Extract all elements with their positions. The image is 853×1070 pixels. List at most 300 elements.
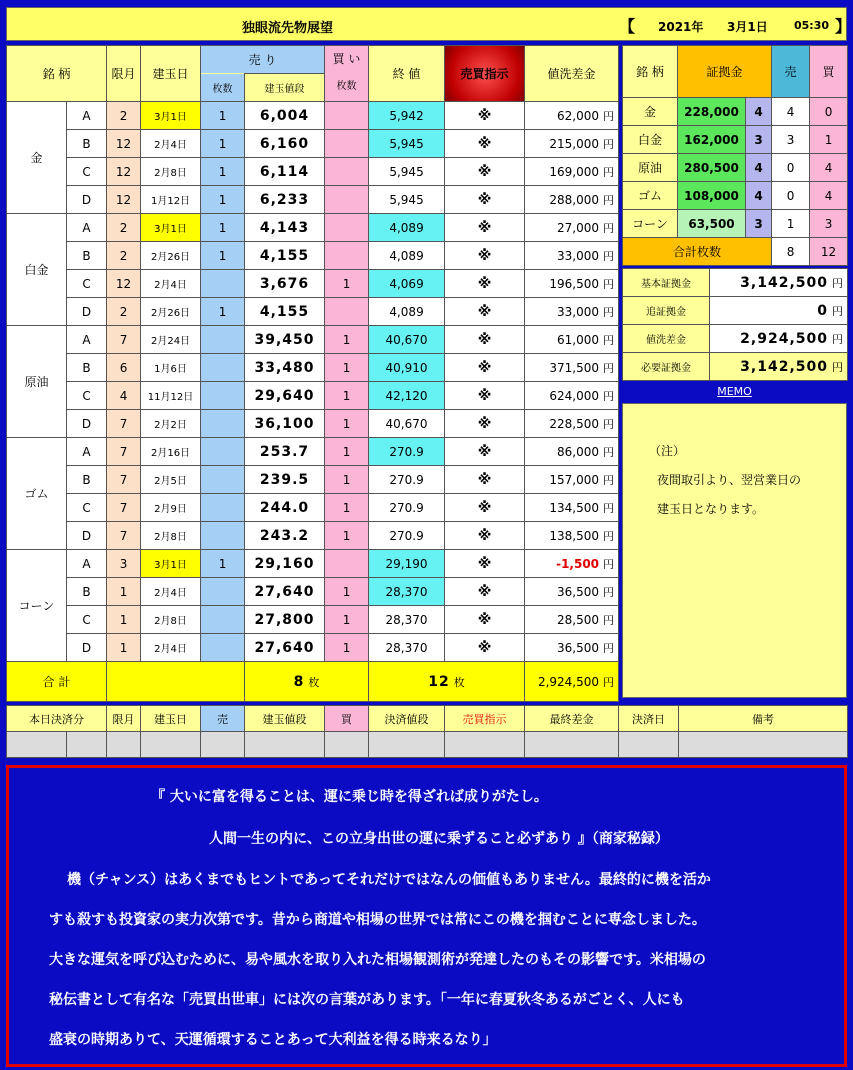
position-row <box>7 102 619 130</box>
margin-total-row <box>623 238 848 266</box>
open-date: 2月16日 <box>141 438 201 466</box>
margin-header-shokokin: 証拠金 <box>678 46 772 98</box>
total-spacer <box>107 662 245 702</box>
open-date: 2月9日 <box>141 494 201 522</box>
total-row <box>7 662 619 702</box>
settle-cell[interactable] <box>201 732 245 758</box>
sell-count <box>201 578 245 606</box>
summary-value: 0 <box>817 302 828 319</box>
settle-header-kessai-nedan: 決済値段 <box>369 706 445 732</box>
mark-to-market-cell <box>525 158 619 186</box>
settle-cell[interactable] <box>369 732 445 758</box>
open-price: 4,155 <box>245 242 325 270</box>
settle-header-gengetsu: 限月 <box>107 706 141 732</box>
close-price: 270.9 <box>369 438 445 466</box>
summary-row <box>623 353 848 381</box>
open-price: 29,640 <box>245 382 325 410</box>
margin-sell: 4 <box>772 98 810 126</box>
sell-count <box>201 410 245 438</box>
margin-sell: 0 <box>772 154 810 182</box>
contract-month: 3 <box>107 550 141 578</box>
contract-month: 1 <box>107 634 141 662</box>
yen-unit: 円 <box>603 333 615 347</box>
margin-count: 3 <box>746 210 772 238</box>
contract-month: 1 <box>107 606 141 634</box>
margin-count: 4 <box>746 98 772 126</box>
buy-count: 1 <box>325 494 369 522</box>
trade-signal: ※ <box>445 550 525 578</box>
mark-to-market: 169,000 <box>549 164 600 179</box>
contract-month: 2 <box>107 242 141 270</box>
margin-buy: 0 <box>810 98 848 126</box>
mark-to-market-cell <box>525 130 619 158</box>
summary-value-cell <box>710 325 848 353</box>
header-kai: 買 い <box>332 52 361 66</box>
open-date: 1月6日 <box>141 354 201 382</box>
close-price: 5,945 <box>369 130 445 158</box>
margin-total-buy: 12 <box>810 238 848 266</box>
open-price: 36,100 <box>245 410 325 438</box>
summary-label: 必要証拠金 <box>623 353 710 381</box>
trade-signal: ※ <box>445 354 525 382</box>
sub-code: B <box>67 466 107 494</box>
sub-code: C <box>67 382 107 410</box>
open-price: 4,155 <box>245 298 325 326</box>
trade-signal: ※ <box>445 578 525 606</box>
margin-header-uri: 売 <box>772 46 810 98</box>
margin-buy: 3 <box>810 210 848 238</box>
total-diff-cell <box>525 662 619 702</box>
buy-count <box>325 298 369 326</box>
total-diff: 2,924,500 <box>537 674 600 689</box>
position-row <box>7 578 619 606</box>
open-price: 6,160 <box>245 130 325 158</box>
close-price: 28,370 <box>369 606 445 634</box>
sub-code: C <box>67 606 107 634</box>
buy-count: 1 <box>325 606 369 634</box>
position-row <box>7 466 619 494</box>
sub-code: B <box>67 354 107 382</box>
buy-count <box>325 158 369 186</box>
settlement-table <box>6 705 848 758</box>
sell-count <box>201 438 245 466</box>
open-price: 29,160 <box>245 550 325 578</box>
close-price: 40,670 <box>369 326 445 354</box>
header-meigara: 銘 柄 <box>7 46 107 102</box>
margin-buy: 4 <box>810 154 848 182</box>
commodity-name: 金 <box>7 102 67 214</box>
settle-cell[interactable] <box>67 732 107 758</box>
yen-unit: 円 <box>603 277 615 291</box>
date-time: 05:30 <box>794 19 830 32</box>
contract-month: 2 <box>107 298 141 326</box>
mark-to-market: 196,500 <box>549 276 600 291</box>
settle-header-biko: 備考 <box>679 706 848 732</box>
total-buy-unit: 枚 <box>453 675 465 689</box>
mark-to-market-cell <box>525 102 619 130</box>
mark-to-market-cell <box>525 634 619 662</box>
position-row <box>7 382 619 410</box>
total-buy-count: 12 <box>428 673 450 690</box>
margin-sell: 3 <box>772 126 810 154</box>
header-neara: 値洗差金 <box>525 46 619 102</box>
position-row <box>7 494 619 522</box>
open-date: 2月4日 <box>141 270 201 298</box>
sell-count: 1 <box>201 158 245 186</box>
buy-count <box>325 214 369 242</box>
mark-to-market-cell <box>525 354 619 382</box>
contract-month: 7 <box>107 410 141 438</box>
mark-to-market: 288,000 <box>549 192 600 207</box>
mark-to-market: 157,000 <box>549 472 600 487</box>
mark-to-market-cell <box>525 410 619 438</box>
open-date: 2月26日 <box>141 242 201 270</box>
total-yen: 円 <box>603 675 615 689</box>
summary-value: 2,924,500 <box>740 330 828 347</box>
mark-to-market: 138,500 <box>549 528 600 543</box>
trade-signal: ※ <box>445 466 525 494</box>
commodity-name: 原油 <box>7 326 67 438</box>
margin-row <box>623 154 848 182</box>
settle-header-tate-nedan: 建玉値段 <box>245 706 325 732</box>
sub-code: D <box>67 522 107 550</box>
quote-line-6: 秘伝書として有名な「売買出世車」には次の言葉があります。「一年に春夏秋冬あるがごとく、人にも <box>49 992 685 1008</box>
mark-to-market: 215,000 <box>549 136 600 151</box>
date-close-bracket: 】 <box>835 17 852 36</box>
memo-link[interactable]: MEMO <box>717 385 752 398</box>
buy-count: 1 <box>325 326 369 354</box>
yen-unit: 円 <box>603 193 615 207</box>
mark-to-market: 624,000 <box>549 388 600 403</box>
yen-unit: 円 <box>603 417 615 431</box>
open-date: 2月24日 <box>141 326 201 354</box>
yen-unit: 円 <box>603 445 615 459</box>
margin-row <box>623 210 848 238</box>
trade-signal: ※ <box>445 382 525 410</box>
position-row <box>7 634 619 662</box>
contract-month: 2 <box>107 214 141 242</box>
margin-name: ゴム <box>623 182 678 210</box>
close-price: 270.9 <box>369 522 445 550</box>
buy-count: 1 <box>325 466 369 494</box>
contract-month: 12 <box>107 186 141 214</box>
settle-cell[interactable] <box>245 732 325 758</box>
yen-unit: 円 <box>603 305 615 319</box>
close-price: 4,089 <box>369 214 445 242</box>
settle-header-today: 本日決済分 <box>7 706 107 732</box>
mark-to-market: 86,000 <box>557 444 600 459</box>
settle-cell[interactable] <box>141 732 201 758</box>
mark-to-market-cell <box>525 438 619 466</box>
sub-code: A <box>67 550 107 578</box>
total-sell-unit: 枚 <box>308 675 320 689</box>
sell-count: 1 <box>201 102 245 130</box>
mark-to-market-cell <box>525 382 619 410</box>
margin-row <box>623 98 848 126</box>
sell-count: 1 <box>201 186 245 214</box>
buy-count: 1 <box>325 522 369 550</box>
contract-month: 4 <box>107 382 141 410</box>
open-price: 33,480 <box>245 354 325 382</box>
open-date: 1月12日 <box>141 186 201 214</box>
close-price: 5,942 <box>369 102 445 130</box>
quote-line-2: 人間一生の内に、この立身出世の運に乗ずること必ずあり 』（商家秘録） <box>209 831 669 847</box>
trade-signal: ※ <box>445 186 525 214</box>
commodity-name: ゴム <box>7 438 67 550</box>
settle-header-kai: 買 <box>325 706 369 732</box>
settle-cell[interactable] <box>107 732 141 758</box>
sell-count <box>201 354 245 382</box>
trade-signal: ※ <box>445 130 525 158</box>
open-date: 2月4日 <box>141 130 201 158</box>
close-price: 28,370 <box>369 578 445 606</box>
position-row <box>7 298 619 326</box>
trade-signal: ※ <box>445 270 525 298</box>
position-row <box>7 158 619 186</box>
margin-name: 白金 <box>623 126 678 154</box>
mark-to-market: 134,500 <box>549 500 600 515</box>
total-label: 合 計 <box>7 662 107 702</box>
buy-count <box>325 550 369 578</box>
header-row-1 <box>7 46 619 74</box>
buy-count <box>325 186 369 214</box>
open-price: 27,800 <box>245 606 325 634</box>
position-row <box>7 186 619 214</box>
title-bar <box>6 7 852 41</box>
buy-count: 1 <box>325 382 369 410</box>
buy-count: 1 <box>325 578 369 606</box>
close-price: 4,089 <box>369 242 445 270</box>
summary-label: 追証拠金 <box>623 297 710 325</box>
margin-header-kai: 買 <box>810 46 848 98</box>
open-price: 27,640 <box>245 578 325 606</box>
summary-yen: 円 <box>832 304 843 318</box>
mark-to-market-cell <box>525 494 619 522</box>
open-price: 239.5 <box>245 466 325 494</box>
mark-to-market: 371,500 <box>549 360 600 375</box>
close-price: 4,089 <box>369 298 445 326</box>
close-price: 5,945 <box>369 186 445 214</box>
yen-unit: 円 <box>603 361 615 375</box>
close-price: 5,945 <box>369 158 445 186</box>
settle-cell[interactable] <box>7 732 67 758</box>
contract-month: 12 <box>107 130 141 158</box>
summary-value-cell <box>710 353 848 381</box>
memo-panel <box>622 403 847 698</box>
buy-count <box>325 242 369 270</box>
open-date: 2月8日 <box>141 158 201 186</box>
contract-month: 7 <box>107 438 141 466</box>
mark-to-market-cell <box>525 466 619 494</box>
yen-unit: 円 <box>603 613 615 627</box>
trade-signal: ※ <box>445 326 525 354</box>
open-date: 2月5日 <box>141 466 201 494</box>
summary-value-cell <box>710 269 848 297</box>
settle-cell[interactable] <box>525 732 619 758</box>
sub-code: D <box>67 634 107 662</box>
close-price: 4,069 <box>369 270 445 298</box>
page-title: 独眼流先物展望 <box>242 21 334 36</box>
total-sell-cell <box>245 662 369 702</box>
summary-yen: 円 <box>832 360 843 374</box>
mark-to-market-cell <box>525 522 619 550</box>
settle-cell[interactable] <box>445 732 525 758</box>
margin-buy: 1 <box>810 126 848 154</box>
contract-month: 7 <box>107 522 141 550</box>
trade-signal: ※ <box>445 522 525 550</box>
total-buy-cell <box>369 662 525 702</box>
trade-signal: ※ <box>445 606 525 634</box>
trade-signal: ※ <box>445 158 525 186</box>
header-buy-maisu: 枚数 <box>336 81 357 92</box>
yen-unit: 円 <box>603 109 615 123</box>
header-owarine: 終 値 <box>369 46 445 102</box>
margin-buy: 4 <box>810 182 848 210</box>
settle-cell[interactable] <box>619 732 679 758</box>
close-price: 270.9 <box>369 466 445 494</box>
quote-panel <box>6 765 847 1067</box>
summary-table <box>622 268 848 381</box>
margin-name: コーン <box>623 210 678 238</box>
open-price: 27,640 <box>245 634 325 662</box>
open-price: 4,143 <box>245 214 325 242</box>
mark-to-market: 28,500 <box>557 612 600 627</box>
trade-signal: ※ <box>445 102 525 130</box>
open-date: 2月2日 <box>141 410 201 438</box>
date-day: 3月1日 <box>727 20 768 34</box>
header-uri: 売 り <box>201 46 325 74</box>
sell-count <box>201 522 245 550</box>
margin-amount: 228,000 <box>678 98 746 126</box>
margin-sell: 1 <box>772 210 810 238</box>
settle-cell[interactable] <box>679 732 848 758</box>
open-date: 2月4日 <box>141 578 201 606</box>
open-date: 2月8日 <box>141 522 201 550</box>
yen-unit: 円 <box>603 501 615 515</box>
close-price: 42,120 <box>369 382 445 410</box>
mark-to-market: 36,500 <box>557 584 600 599</box>
margin-header-row <box>623 46 848 98</box>
header-baibai: 売買指示 <box>445 46 525 102</box>
summary-value-cell <box>710 297 848 325</box>
mark-to-market: 33,000 <box>557 248 600 263</box>
buy-count: 1 <box>325 410 369 438</box>
summary-yen: 円 <box>832 276 843 290</box>
header-tate-nedan: 建玉値段 <box>245 74 325 102</box>
mark-to-market: -1,500 <box>556 556 600 571</box>
open-date: 11月12日 <box>141 382 201 410</box>
mark-to-market: 36,500 <box>557 640 600 655</box>
header-sell-maisu: 枚数 <box>201 74 245 102</box>
open-price: 3,676 <box>245 270 325 298</box>
settle-cell[interactable] <box>325 732 369 758</box>
summary-row <box>623 297 848 325</box>
buy-count <box>325 130 369 158</box>
margin-count: 4 <box>746 182 772 210</box>
mark-to-market-cell <box>525 298 619 326</box>
close-price: 270.9 <box>369 494 445 522</box>
trade-signal: ※ <box>445 298 525 326</box>
quote-line-5: 大きな運気を呼び込むために、易や風水を取り入れた相場観測術が発達したのもその影響です。米相場の <box>49 952 706 968</box>
yen-unit: 円 <box>603 165 615 179</box>
quote-line-7: 盛衰の時期ありて、天運循環することあって大利益を得る時来るなり」 <box>49 1032 497 1048</box>
sell-count <box>201 466 245 494</box>
quote-line-1: 『 大いに富を得ることは、運に乗じ時を得ざれば成りがたし。 <box>151 789 548 805</box>
commodity-name: コーン <box>7 550 67 662</box>
sell-count <box>201 382 245 410</box>
open-date: 2月8日 <box>141 606 201 634</box>
sub-code: B <box>67 130 107 158</box>
positions-table <box>6 45 619 702</box>
sub-code: C <box>67 270 107 298</box>
sub-code: D <box>67 410 107 438</box>
settle-header-kessaibi: 決済日 <box>619 706 679 732</box>
header-tatebi: 建玉日 <box>141 46 201 102</box>
total-sell-count: 8 <box>293 673 305 690</box>
mark-to-market: 27,000 <box>557 220 600 235</box>
sell-count: 1 <box>201 298 245 326</box>
sell-count <box>201 606 245 634</box>
position-row <box>7 242 619 270</box>
margin-amount: 162,000 <box>678 126 746 154</box>
mark-to-market: 62,000 <box>557 108 600 123</box>
yen-unit: 円 <box>603 641 615 655</box>
commodity-name: 白金 <box>7 214 67 326</box>
yen-unit: 円 <box>603 221 615 235</box>
contract-month: 12 <box>107 270 141 298</box>
date-year: 2021年 <box>658 20 704 34</box>
close-price: 40,670 <box>369 410 445 438</box>
position-row <box>7 354 619 382</box>
quote-line-3: 機（チャンス）はあくまでもヒントであってそれだけではなんの価値もありません。最終的に機を活か <box>67 872 711 888</box>
mark-to-market-cell <box>525 242 619 270</box>
summary-label: 基本証拠金 <box>623 269 710 297</box>
mark-to-market-cell <box>525 326 619 354</box>
contract-month: 7 <box>107 466 141 494</box>
sub-code: C <box>67 494 107 522</box>
open-price: 6,004 <box>245 102 325 130</box>
open-date: 3月1日 <box>141 550 201 578</box>
sub-code: A <box>67 326 107 354</box>
buy-count: 1 <box>325 438 369 466</box>
buy-count: 1 <box>325 354 369 382</box>
yen-unit: 円 <box>603 529 615 543</box>
buy-count <box>325 102 369 130</box>
margin-row <box>623 126 848 154</box>
sell-count: 1 <box>201 242 245 270</box>
buy-count: 1 <box>325 634 369 662</box>
trade-signal: ※ <box>445 494 525 522</box>
header-kai-group <box>325 46 369 102</box>
margin-name: 原油 <box>623 154 678 182</box>
sub-code: D <box>67 298 107 326</box>
position-row <box>7 522 619 550</box>
position-row <box>7 410 619 438</box>
contract-month: 6 <box>107 354 141 382</box>
open-price: 6,114 <box>245 158 325 186</box>
position-row <box>7 214 619 242</box>
margin-total-sell: 8 <box>772 238 810 266</box>
contract-month: 1 <box>107 578 141 606</box>
position-row <box>7 550 619 578</box>
margin-row <box>623 182 848 210</box>
open-date: 2月4日 <box>141 634 201 662</box>
open-date: 3月1日 <box>141 214 201 242</box>
summary-row <box>623 325 848 353</box>
margin-sell: 0 <box>772 182 810 210</box>
open-date: 2月26日 <box>141 298 201 326</box>
yen-unit: 円 <box>603 249 615 263</box>
